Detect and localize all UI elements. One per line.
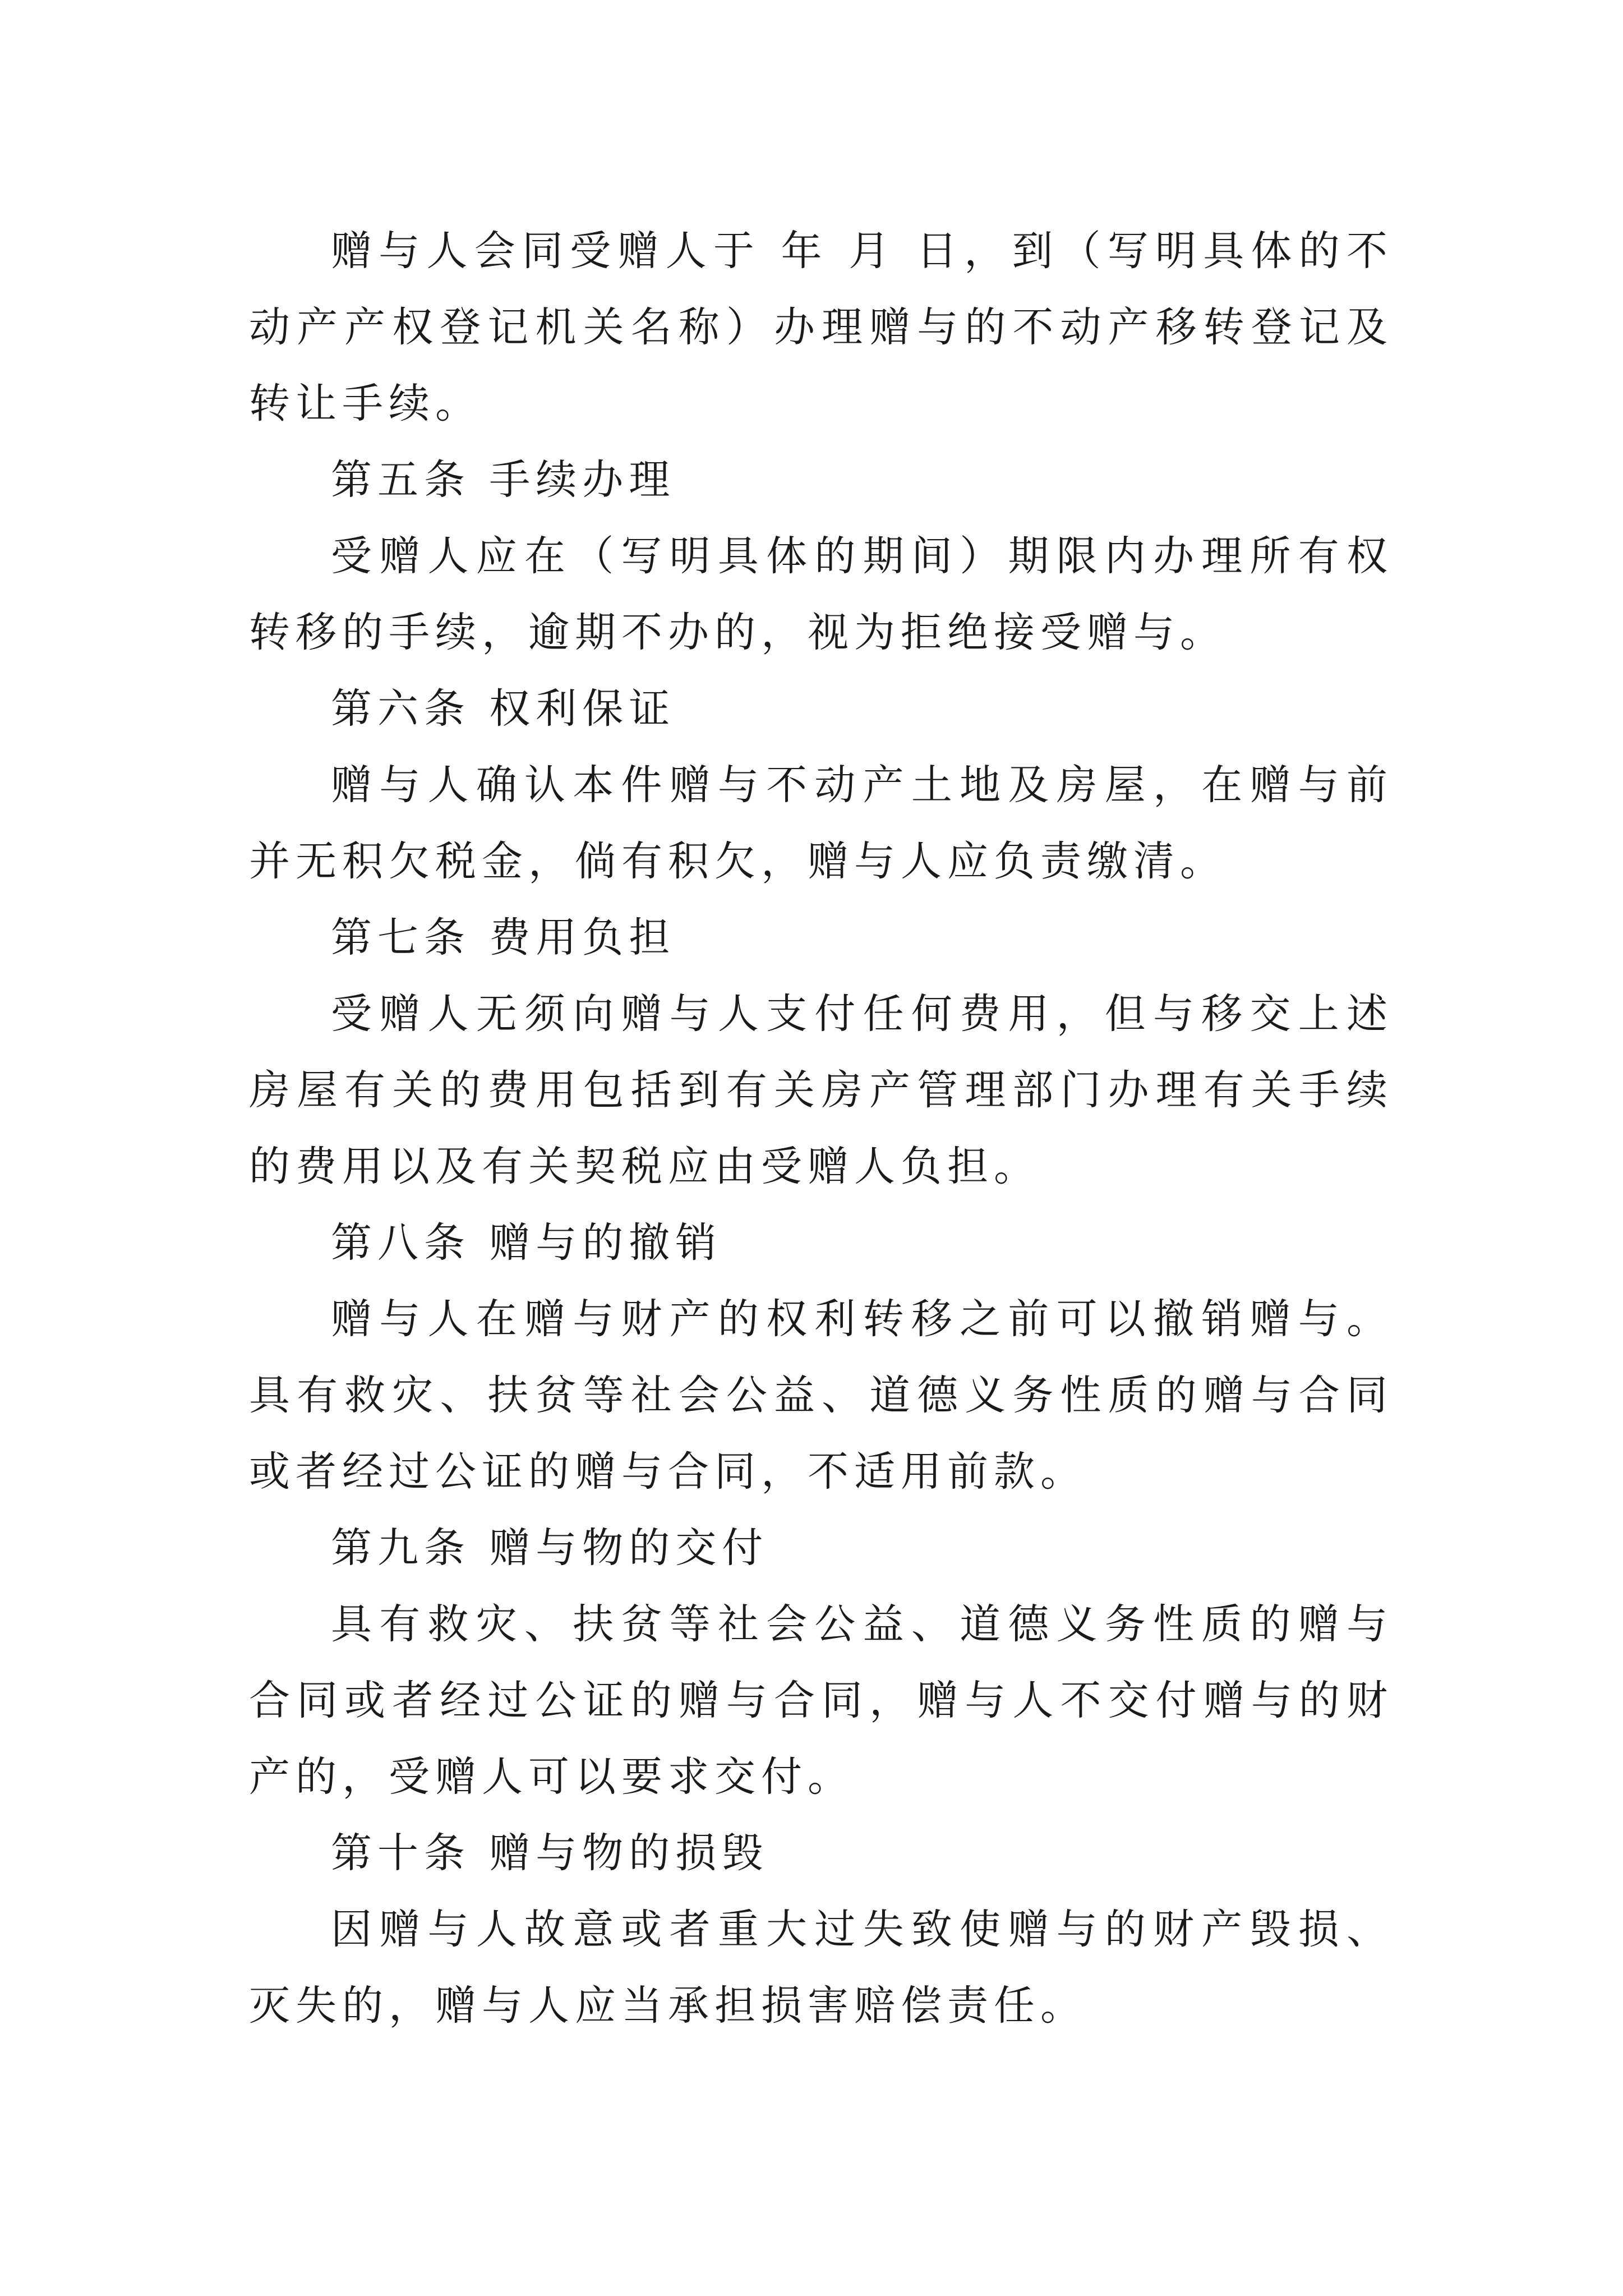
article-10-body: 因赠与人故意或者重大过失致使赠与的财产毁损、灭失的，赠与人应当承担损害赔偿责任。 bbox=[249, 1906, 1393, 2030]
article-7-body: 受赠人无须向赠与人支付任何费用，但与移交上述房屋有关的费用包括到有关房产管理部门办理有关手续的费用以及有关契税应由受赠人负担。 bbox=[249, 990, 1393, 1190]
article-9-heading: 第九条 赠与物的交付 bbox=[331, 1524, 769, 1572]
article-6-body: 赠与人确认本件赠与不动产土地及房屋，在赠与前并无积欠税金，倘有积欠，赠与人应负责缴清。 bbox=[249, 761, 1393, 885]
article-5-heading: 第五条 手续办理 bbox=[331, 456, 676, 504]
paragraph-registration: 赠与人会同受赠人于 年 月 日，到（写明具体的不动产产权登记机关名称）办理赠与的不动产移转登记及转让手续。 bbox=[249, 227, 1393, 427]
article-8-body: 赠与人在赠与财产的权利转移之前可以撤销赠与。具有救灾、扶贫等社会公益、道德义务性质的赠与合同或者经过公证的赠与合同，不适用前款。 bbox=[249, 1295, 1393, 1496]
article-6-heading: 第六条 权利保证 bbox=[331, 685, 676, 733]
article-5-body: 受赠人应在（写明具体的期间）期限内办理所有权转移的手续，逾期不办的，视为拒绝接受赠与。 bbox=[249, 532, 1393, 656]
article-10-heading: 第十条 赠与物的损毁 bbox=[331, 1829, 769, 1877]
article-8-heading: 第八条 赠与的撤销 bbox=[331, 1219, 722, 1267]
article-9-body: 具有救灾、扶贫等社会公益、道德义务性质的赠与合同或者经过公证的赠与合同，赠与人不交付赠与的财产的，受赠人可以要求交付。 bbox=[249, 1600, 1393, 1801]
article-7-heading: 第七条 费用负担 bbox=[331, 914, 676, 961]
document-body bbox=[249, 213, 1393, 2044]
